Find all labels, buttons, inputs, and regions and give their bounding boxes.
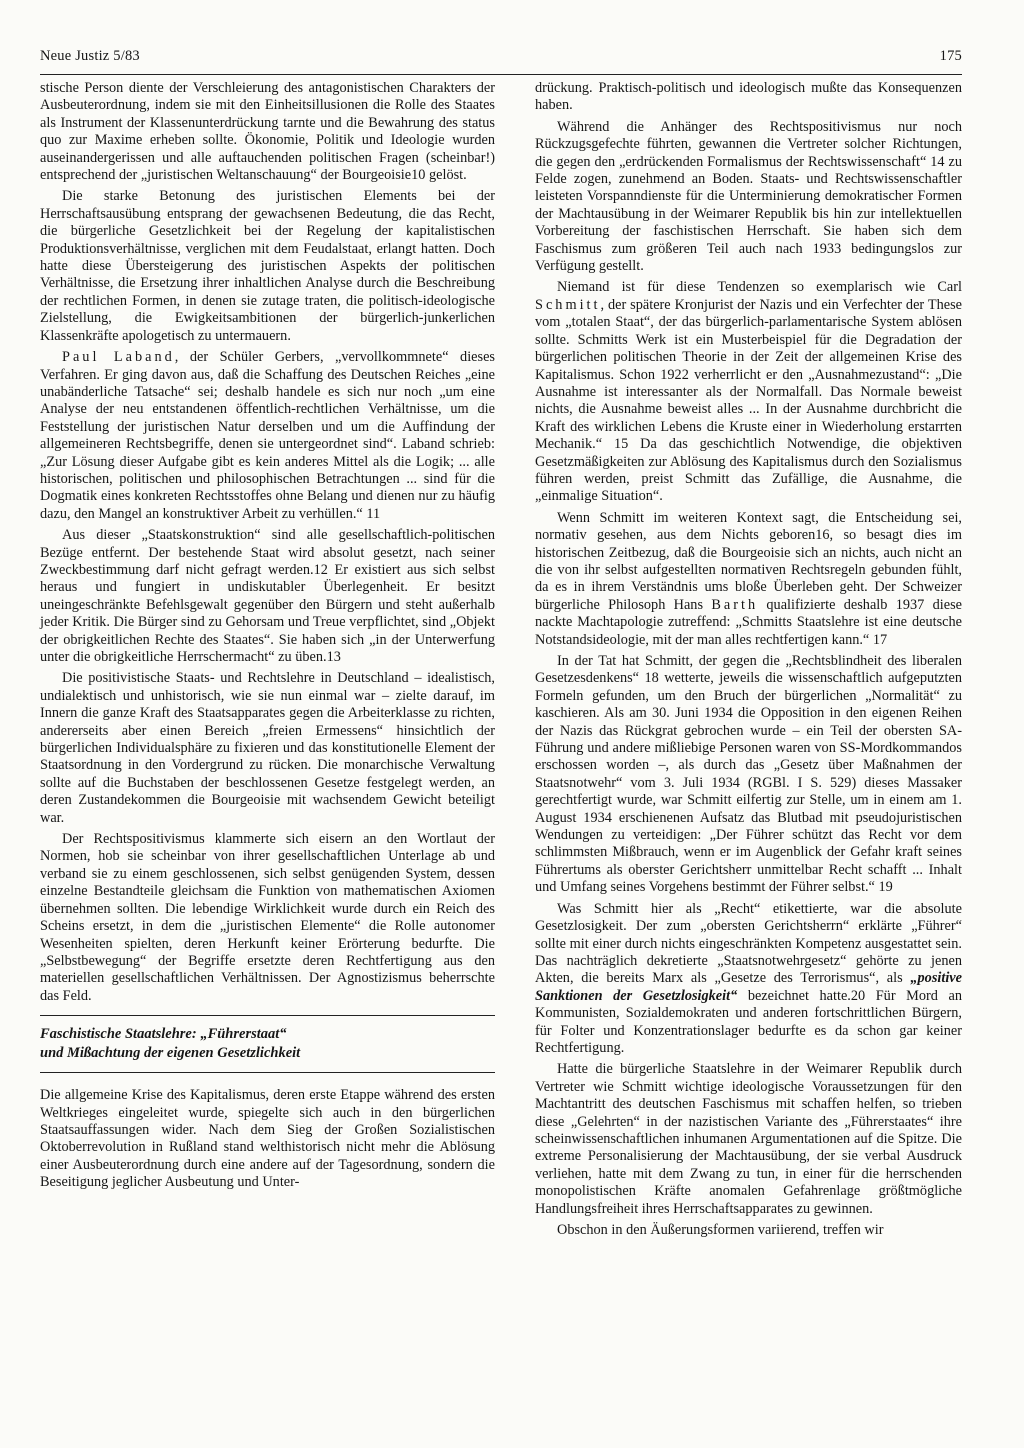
paragraph <box>535 510 962 649</box>
person-name: Barth <box>711 596 759 613</box>
paragraph-text: Was Schmitt hier als „Recht“ etikettierte, war die absolute Gesetzlosigkeit. Der zum „obersten Gerichtsherrn“ erklärte „Führer“ sollte mit einer durch nichts eingeschränkten Kompetenz ausgestattet sein. Das nachträglich dekretierte „Staatsnotwehrgesetz“ gehörte zu jenen Akten, die bereits Marx als „Gesetze des Terrorismus“, als <box>535 900 962 987</box>
journal-title: Neue Justiz 5/83 <box>40 48 140 64</box>
paragraph: Der Rechtspositivismus klammerte sich eisern an den Wortlaut der Normen, hob sie scheinbar von ihrer gesellschaftlichen Unterlage ab und verband sie zu einem geschlossenen, sich selbst genügenden System, dessen einzelne Bestandteile gleichsam die Funktion von mathematischen Axiomen übernehmen sollten. Die lebendige Wirklichkeit wurde durch ein Reich des Scheins ersetzt, in dem die „juristischen Elemente“ die Rolle autonomer Wesenheiten spielten, deren Herkunft keiner Erörterung bedurfte. Die „Selbstbewegung“ der Begriffe ersetzte deren Rechtfertigung aus den materiellen gesellschaftlichen Verhältnissen. Der Agnostizismus beherrschte das Feld. <box>40 831 495 1004</box>
paragraph: Obschon in den Äußerungsformen variierend, treffen wir <box>557 1222 884 1238</box>
emphasis: „positive Sanktionen der Gesetzlosigkeit“ <box>535 970 962 1004</box>
person-name: Paul Laband <box>62 349 175 366</box>
page-number: 175 <box>939 48 962 64</box>
section-heading <box>40 1015 495 1073</box>
paragraph: Während die Anhänger des Rechtspositivismus nur noch Rückzugsgefechte führten, gewannen die Vertreter solcher Richtungen, die gegen den „erdrückenden Formalismus der Rechtswissenschaft“ 14 zu Felde zogen, zunehmend an Boden. Staats- und Rechtswissenschaftler leisteten Vorspanndienste für die Unterminierung demokratischer Formen der Machtausübung in der Weimarer Republik bis hin zur intellektuellen Vorbereitung der faschistischen Herrschaft. Sie haben sich dem Faschismus zum größeren Teil auch nach 1933 bedingungslos zur Verfügung gestellt. <box>535 118 962 275</box>
paragraph-text: qualifizierte deshalb 1937 diese nackte Machtapologie zutreffend: „Schmitts Staatslehre ist eine deutsche Notstandsideologie, mit der man alles rechtfertigen kann.“ 17 <box>535 596 962 648</box>
paragraph <box>535 279 962 505</box>
section-heading-line: und Mißachtung der eigenen Gesetzlichkeit <box>40 1045 301 1062</box>
paragraph <box>535 901 962 1058</box>
left-column <box>40 80 495 1196</box>
paragraph-text: , der spätere Kronjurist der Nazis und ein Verfechter der These vom „totalen Staat“, der das bürgerlich-parlamentarische System ablösen sollte. Schmitts Werk ist ein Musterbeispiel für die Degradation der bürgerlichen politischen Theorie in der Zeit der allgemeinen Krise des Kapitalismus. Schon 1922 verherrlicht er den „Ausnahmezustand“: „Die Ausnahme ist interessanter als der Normalfall. Das Normale beweist nichts, die Ausnahme beweist alles ... In der Ausnahme durchbricht die Kraft des wirklichen Lebens die Kruste einer in Wiederholung erstarrten Mechanik.“ 15 Da das geschichtlich Notwendige, die objektiven Gesetzmäßigkeiten zur Ablösung des Kapitalismus durch den Sozialismus führen werden, preist Schmitt das Zufällige, die Ausnahme, die „einmalige Situation“. <box>535 296 962 505</box>
paragraph: Die starke Betonung des juristischen Elements bei der Herrschaftsausübung entsprang der gewachsenen Bedeutung, die das Recht, die bürgerliche Gesetzlichkeit bei der Regelung der kapitalistischen Produktionsverhältnisse, verglichen mit dem Feudalstaat, erlangt hatten. Doch hatte diese Übersteigerung des juristischen Aspekts der politischen Verhältnisse, die Ersetzung ihrer inhaltlichen Analyse durch die Beschreibung der rechtlichen Formen, in denen sie zutage traten, die politisch-ideologische Zielstellung, die Ewigkeitsambitionen der bürgerlich-junkerlichen Klassenkräfte apologetisch zu untermauern. <box>40 188 495 344</box>
paragraph: In der Tat hat Schmitt, der gegen die „Rechtsblindheit des liberalen Gesetzesdenkens“ 18 wetterte, jeweils die wissenschaftlich aufgeputzten Formeln gefunden, um den Bruch der bürgerlichen „Normalität“ zu kaschieren. Als am 30. Juni 1934 die Opposition in den eigenen Reihen der Nazis das Rückgrat gebrochen wurde – ein Teil der obersten SA-Führung und andere mißliebige Personen waren von SS-Mordkommandos erschossen worden –, als durch das „Gesetz über Maßnahmen der Staatsnotwehr“ vom 3. Juli 1934 (RGBl. I S. 529) dieses Massaker gerechtfertigt wurde, war Schmitt eilfertig zur Stelle, um in einem am 1. August 1934 erschienenen Aufsatz das Blutbad mit pseudojuristischen Wendungen zu verteidigen: „Der Führer schützt das Recht vor dem schlimmsten Mißbrauch, wenn er im Augenblick der Gefahr kraft seines Führertums als oberster Gerichtsherr unmittelbar Recht schafft ... Inhalt und Umfang seines Vorgehens bestimmt der Führer selbst.“ 19 <box>535 653 962 896</box>
person-name: Schmitt <box>535 296 601 313</box>
paragraph: Aus dieser „Staatskonstruktion“ sind alle gesellschaftlich-politischen Bezüge entfernt. Der bestehende Staat wird absolut gesetzt, nach seiner Zweckbestimmung darf nicht gefragt werden.12 Er existiert aus sich selbst heraus und fungiert in undiskutabler Überlegenheit. Er besitzt uneingeschränkte Befehlsgewalt gegenüber den Bürgern und steht außerhalb jeder Kritik. Die Bürger sind zu Gehorsam und Treue verpflichtet, sind „Objekt der obrigkeitlichen Rechte des Staates“. Sie haben sich „in der Unterwerfung unter die obrigkeitliche Herrschermacht“ zu üben.13 <box>40 527 495 665</box>
paragraph: Die allgemeine Krise des Kapitalismus, deren erste Etappe während des ersten Weltkrieges eingeleitet wurde, spiegelte sich auch in den bürgerlichen Staatsauffassungen wider. Nach dem Sieg der Großen Sozialistischen Oktoberrevolution in Rußland stand welthistorisch nicht mehr die Ablösung einer Ausbeuterordnung durch eine andere auf der Tagesordnung, sondern die Beseitigung jeglicher Ausbeutung und Unter- <box>40 1087 495 1191</box>
paragraph-text: Wenn Schmitt im weiteren Kontext sagt, die Entscheidung sei, normativ gesehen, aus dem Nichts geboren16, so besagt dies im historischen Zeitbezug, daß die Bourgeoisie sich an nichts, auch nicht an die von ihr selbst aufgestellten normativen Rechtsregeln gebunden fühlt, da es in ihrem Verständnis ums bloße Überleben geht. Der Schweizer bürgerliche Philosoph Hans <box>535 509 962 613</box>
paragraph-text: Niemand ist für diese Tendenzen so exemplarisch wie Carl <box>557 279 962 296</box>
paragraph-text: bezeichnet hatte.20 Für Mord an Kommunisten, Sozialdemokraten und anderen fortschrittlichen Bürgern, für Folter und Konzentrationslager bedurfte es da schon gar keiner Rechtfertigung. <box>535 987 962 1056</box>
paragraph: Hatte die bürgerliche Staatslehre in der Weimarer Republik durch Vertreter wie Schmitt wichtige ideologische Voraussetzungen für den Machtantritt des deutschen Faschismus mit schaffen helfen, so trieben diese „Gelehrten“ in der nazistischen Variante des „Führerstaates“ ihre scheinwissenschaftlichen inhumanen Argumentationen auf die Spitze. Die extreme Personalisierung der Machtausübung, der sie verbal Ausdruck verliehen, hatte mit dem Zwang zu tun, in einer für die herrschenden monopolistischen Kräfte anomalen Gefahrenlage größtmögliche Handlungsfreiheit ihres Herrschaftsapparates zu gewinnen. <box>535 1061 962 1217</box>
section-heading-line: Faschistische Staatslehre: „Führerstaat“ <box>40 1026 287 1043</box>
paragraph-text: , der Schüler Gerbers, „vervollkommnete“ dieses Verfahren. Er ging davon aus, daß die Schaffung des Deutschen Reiches „eine unabänderliche Tatsache“ sei; deshalb handele es sich nur noch „um eine Analyse der neu entstandenen öffentlich-rechtlichen Verhältnisse, um die Feststellung der juristischen Natur derselben und um die Auffindung der allgemeineren Rechtsbegriffe, denen sie untergeordnet sind“. Laband schrieb: „Zur Lösung dieser Aufgabe gibt es kein anderes Mittel als die Logik; ... alle historischen, politischen und philosophischen Betrachtungen ... sind für die Dogmatik eines konkreten Rechtsstoffes ohne Belang und dienen nur zu häufig dazu, den Mangel an konstruktiver Arbeit zu verhüllen.“ 11 <box>40 349 495 522</box>
paragraph: Die positivistische Staats- und Rechtslehre in Deutschland – idealistisch, undialektisch und unhistorisch, wie sie nun einmal war – zielte darauf, im Innern die ganze Kraft des Staatsapparates gegen die Arbeiterklasse zu richten, andererseits aber einen Bereich „freien Ermessens“ hinsichtlich der bürgerlichen Individualsphäre zu fixieren und das konstitutionelle Element der Staatsordnung in den Vordergrund zu rücken. Die monarchische Verwaltung sollte auf die Buchstaben der beschlossenen Gesetze festgelegt werden, an deren Zustandekommen die Bourgeoisie mit wachsendem Gewicht beteiligt war. <box>40 670 495 826</box>
paragraph <box>40 349 495 523</box>
paragraph: drückung. Praktisch-politisch und ideologisch mußte das Konsequenzen haben. <box>535 80 962 114</box>
paragraph: stische Person diente der Verschleierung des antagonistischen Charakters der Ausbeuterordnung, indem sie mit den Einheitsillusionen die Rolle des Staates als Instrument der Klassenunterdrückung tarnte und die Bewahrung des status quo zur Maxime erheben sollte. Ökonomie, Politik und Ideologie wurden auseinandergerissen und alle auftauchenden politischen Fragen (scheinbar!) entsprechend der „juristischen Weltanschauung“ der Bourgeoisie10 gelöst. <box>40 80 495 184</box>
right-column <box>535 80 962 1243</box>
page-header <box>40 48 962 75</box>
